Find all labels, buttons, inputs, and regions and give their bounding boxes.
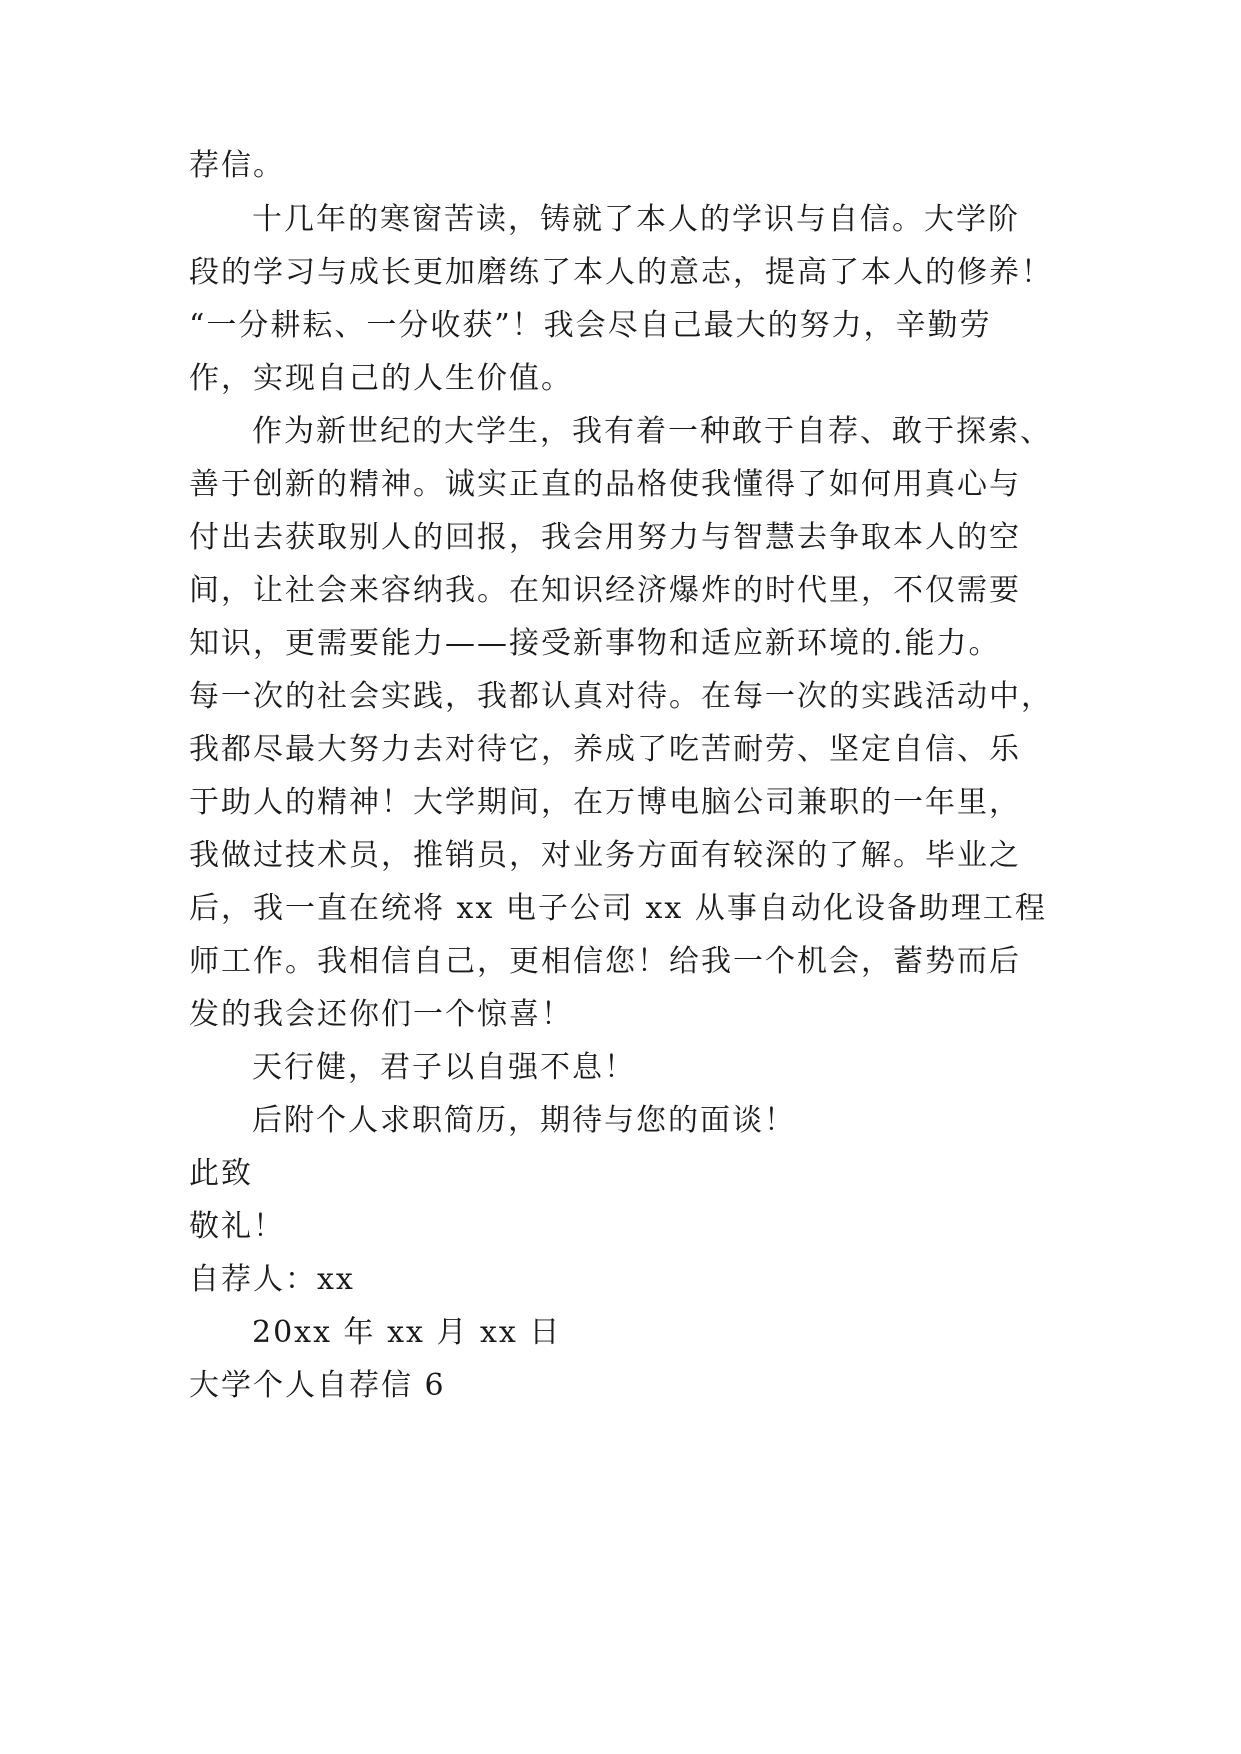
text-line-7: 善于创新的精神。诚实正直的品格使我懂得了如何用真心与 (189, 467, 1021, 502)
text-line-17: 发的我会还你们一个惊喜！ (189, 997, 573, 1032)
text-line-4: “一分耕耘、一分收获”！我会尽自己最大的努力，辛勤劳 (189, 308, 992, 343)
text-line-2: 十几年的寒窗苦读，铸就了本人的学识与自信。大学阶 (252, 202, 1020, 237)
text-line-8: 付出去获取别人的回报，我会用努力与智慧去争取本人的空 (189, 520, 1021, 555)
text-line-13: 于助人的精神！大学期间，在万博电脑公司兼职的一年里， (189, 785, 1021, 820)
text-line-15: 后，我一直在统将 xx 电子公司 xx 从事自动化设备助理工程 (189, 891, 1047, 926)
text-line-19: 后附个人求职简历，期待与您的面谈！ (252, 1103, 796, 1138)
text-line-3: 段的学习与成长更加磨练了本人的意志，提高了本人的修养！ (189, 255, 1053, 290)
signature-date: 20xx 年 xx 月 xx 日 (252, 1315, 562, 1350)
section-title: 大学个人自荐信 6 (189, 1368, 446, 1403)
text-line-9: 间，让社会来容纳我。在知识经济爆炸的时代里，不仅需要 (189, 573, 1021, 608)
text-line-1: 荐信。 (189, 148, 285, 183)
text-line-14: 我做过技术员，推销员，对业务方面有较深的了解。毕业之 (189, 838, 1021, 873)
text-line-5: 作，实现自己的人生价值。 (189, 361, 573, 396)
text-line-16: 师工作。我相信自己，更相信您！给我一个机会，蓄势而后 (189, 944, 1021, 979)
text-line-18: 天行健，君子以自强不息！ (252, 1050, 636, 1085)
text-line-6: 作为新世纪的大学生，我有着一种敢于自荐、敢于探索、 (252, 414, 1052, 449)
text-line-11: 每一次的社会实践，我都认真对待。在每一次的实践活动中， (189, 679, 1053, 714)
text-line-12: 我都尽最大努力去对待它，养成了吃苦耐劳、坚定自信、乐 (189, 732, 1021, 767)
text-line-10: 知识，更需要能力——接受新事物和适应新环境的.能力。 (189, 626, 1001, 661)
signature-name: 自荐人：xx (189, 1262, 355, 1297)
closing-salutation: 此致 (189, 1156, 253, 1191)
closing-regards: 敬礼！ (189, 1209, 285, 1244)
